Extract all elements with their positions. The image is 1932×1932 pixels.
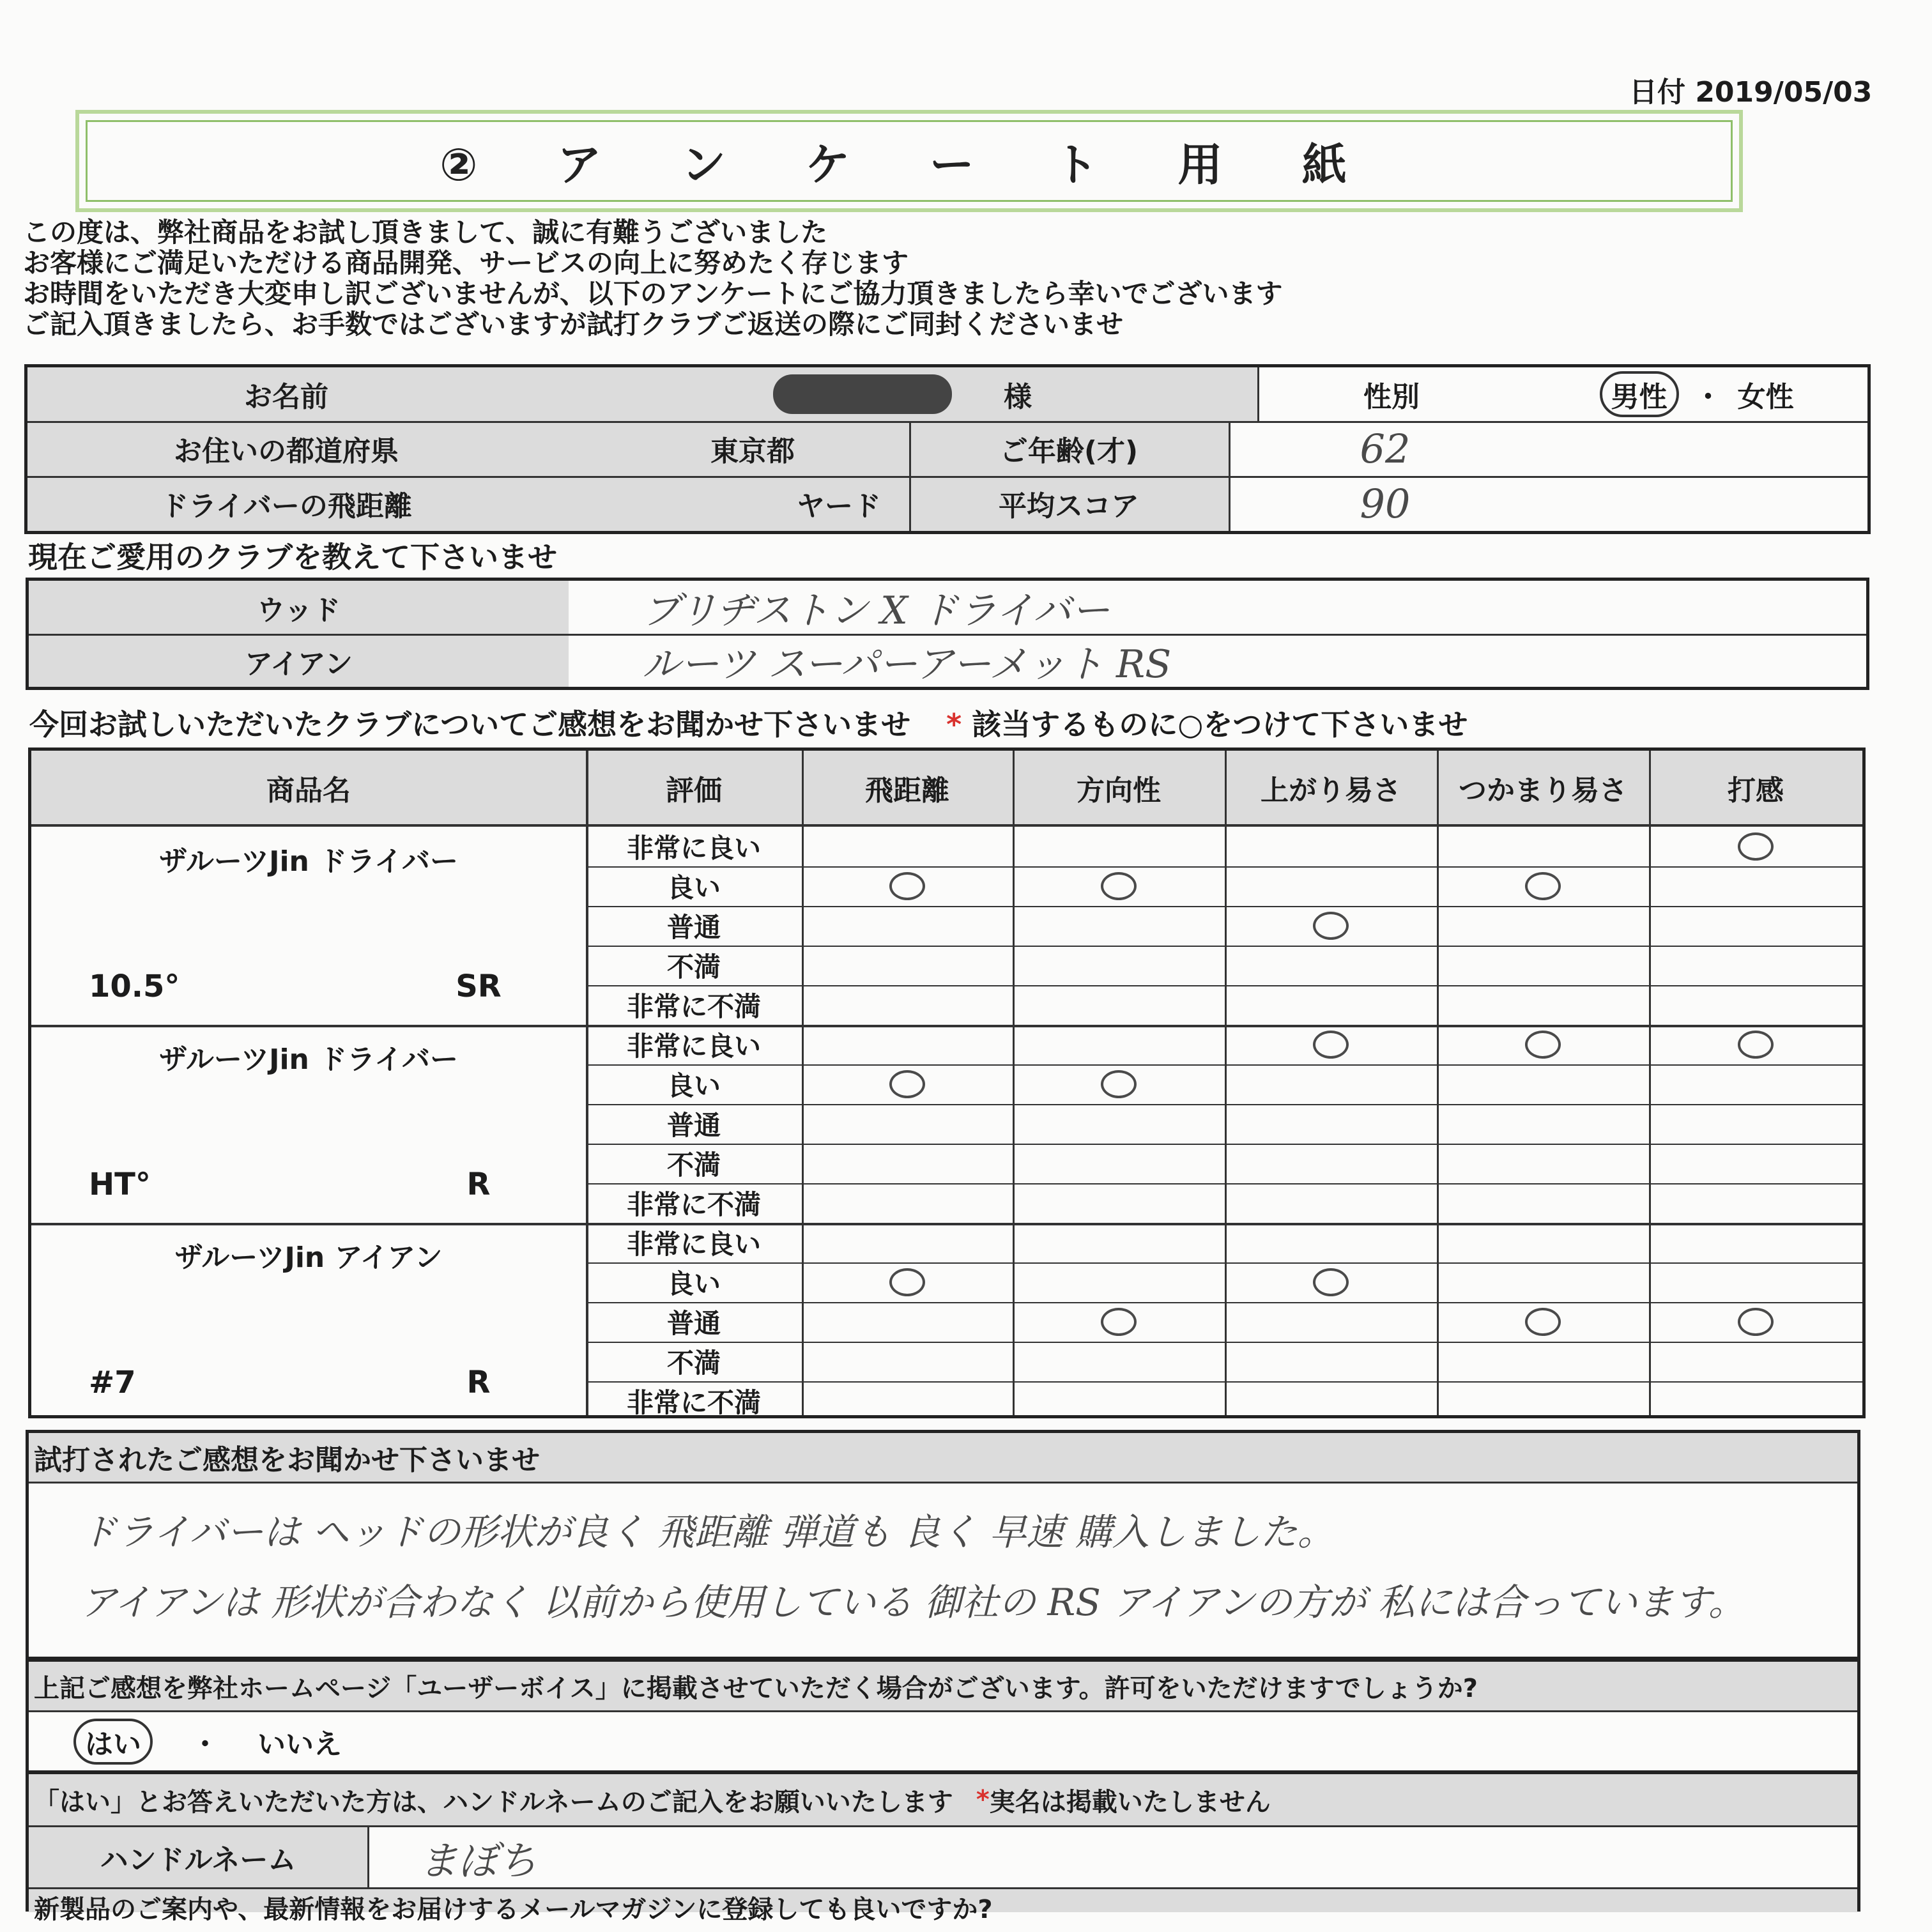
intro-line: ご記入頂きましたら、お手数ではございますが試打クラブご返送の際にご同封くださいませ (23, 309, 1124, 340)
rating-label: 非常に不満 (626, 1387, 761, 1418)
score-value[interactable]: 90 (1360, 480, 1411, 527)
permission-yes[interactable]: はい (73, 1719, 153, 1765)
header-rating: 評価 (666, 774, 722, 807)
rating-mark[interactable] (1525, 1308, 1561, 1336)
iron-label: アイアン (29, 636, 569, 687)
product-loft: 10.5° (89, 969, 180, 1004)
rating-label: 良い (666, 1268, 721, 1300)
impression-box (26, 1430, 1860, 1660)
rating-label: 非常に良い (626, 1031, 761, 1062)
age-label: ご年齢(才) (909, 421, 1229, 476)
product-loft: HT° (89, 1167, 151, 1202)
permission-separator: ・ (191, 1728, 219, 1761)
date-label: 日付 2019/05/03 (1629, 76, 1873, 109)
handle-label: ハンドルネーム (29, 1827, 367, 1887)
product-name: ザルーツJin アイアン (174, 1241, 443, 1274)
rating-mark[interactable] (1313, 912, 1349, 940)
rating-label: 不満 (666, 1149, 721, 1181)
handle-note-2: 実名は掲載いたしません (989, 1787, 1271, 1817)
rating-label: 非常に不満 (626, 991, 761, 1022)
permission-question: 上記ご感想を弊社ホームページ「ユーザーボイス」に掲載させていただく場合がございます。許可をいただけますでしょうか? (29, 1662, 1857, 1710)
rating-mark[interactable] (1738, 832, 1774, 861)
impression-line-2[interactable]: アイアンは 形状が合わなく 以前から使用している 御社の RS アイアンの方が 私には合っています。 (80, 1581, 1745, 1624)
clubs-heading: 現在ご愛用のクラブを教えて下さいませ (28, 540, 557, 574)
handle-note (29, 1774, 1857, 1825)
eval-note-star: * (946, 707, 962, 742)
rating-mark[interactable] (889, 872, 925, 900)
handle-value[interactable]: まぼち (418, 1837, 538, 1884)
rating-mark[interactable] (1101, 1070, 1137, 1098)
handle-box (26, 1771, 1860, 1924)
rating-label: 普通 (666, 912, 721, 943)
rating-mark[interactable] (1525, 872, 1561, 900)
handle-note-text: 「はい」とお答えいただいた方は、ハンドルネームのご記入をお願いいたします (34, 1787, 953, 1817)
rating-label: 非常に不満 (626, 1189, 761, 1220)
rating-label: 普通 (666, 1308, 721, 1339)
clubs-table (26, 578, 1869, 690)
age-value[interactable]: 62 (1360, 425, 1411, 472)
driver-distance-label: ドライバーの飛距離 (160, 490, 412, 523)
rating-mark[interactable] (889, 1268, 925, 1296)
prefecture-value: 東京都 (710, 435, 795, 468)
gender-female[interactable]: 女性 (1737, 381, 1794, 413)
evaluation-table (28, 747, 1866, 1418)
gender-options[interactable] (1526, 367, 1867, 421)
rating-mark[interactable] (1101, 1308, 1137, 1336)
permission-box (26, 1659, 1860, 1774)
gender-separator: ・ (1694, 381, 1722, 413)
rating-label: 良い (666, 1070, 721, 1101)
wood-value[interactable]: ブリヂストン X ドライバー (642, 588, 1110, 633)
eval-note: 該当するものに○をつけて下さいませ (972, 707, 1468, 742)
header-distance: 飛距離 (865, 774, 949, 807)
permission-options[interactable] (73, 1714, 342, 1769)
rating-mark[interactable] (1101, 872, 1137, 900)
intro-text (23, 217, 1282, 340)
rating-label: 非常に良い (626, 832, 761, 864)
rating-label: 非常に良い (626, 1229, 761, 1260)
title-box (75, 110, 1743, 212)
form-title: ② ア ン ケ ー ト 用 紙 (440, 138, 1379, 191)
name-label: お名前 (244, 381, 328, 413)
newsletter-question: 新製品のご案内や、最新情報をお届けするメールマガジンに登録しても良いですか? (29, 1889, 1857, 1912)
product-name: ザルーツJin ドライバー (159, 1043, 458, 1076)
handle-note-star: * (976, 1785, 990, 1814)
rating-mark[interactable] (889, 1070, 925, 1098)
header-feel: 打感 (1728, 774, 1784, 807)
intro-line: お客様にご満足いただける商品開発、サービスの向上に努めたく存じます (23, 247, 909, 279)
rating-mark[interactable] (1525, 1031, 1561, 1059)
rating-mark[interactable] (1738, 1031, 1774, 1059)
permission-no[interactable]: いいえ (257, 1728, 342, 1761)
product-name: ザルーツJin ドライバー (159, 845, 458, 878)
wood-label: ウッド (29, 581, 569, 634)
rating-mark[interactable] (1313, 1268, 1349, 1296)
product-loft: #7 (89, 1365, 136, 1400)
product-shaft: R (466, 1365, 491, 1400)
header-product: 商品名 (266, 774, 351, 807)
eval-heading-text: 今回お試しいただいたクラブについてご感想をお聞かせ下さいませ (29, 707, 911, 742)
impression-heading: 試打されたご感想をお聞かせ下さいませ (29, 1433, 1857, 1482)
header-launch: 上がり易さ (1261, 774, 1401, 807)
iron-value[interactable]: ルーツ スーパーアーメット RS (642, 642, 1172, 687)
score-label: 平均スコア (909, 476, 1229, 531)
rating-label: 普通 (666, 1110, 721, 1141)
product-shaft: SR (456, 969, 502, 1004)
rating-label: 良い (666, 872, 721, 903)
intro-line: この度は、弊社商品をお試し頂きまして、誠に有難うございました (23, 217, 828, 248)
redacted-name (773, 374, 952, 414)
prefecture-label: お住いの都道府県 (174, 435, 399, 468)
name-suffix: 様 (1004, 381, 1032, 413)
impression-line-1[interactable]: ドライバーは ヘッドの形状が良く 飛距離 弾道も 良く 早速 購入しました。 (80, 1510, 1335, 1554)
product-shaft: R (466, 1167, 491, 1202)
header-grip: つかまり易さ (1459, 774, 1627, 807)
rating-mark[interactable] (1738, 1308, 1774, 1336)
rating-label: 不満 (666, 1347, 721, 1379)
driver-distance-unit: ヤード (797, 490, 881, 523)
rating-mark[interactable] (1313, 1031, 1349, 1059)
gender-male[interactable]: 男性 (1600, 371, 1679, 417)
intro-line: お時間をいただき大変申し訳ございませんが、以下のアンケートにご協力頂きましたら幸いでございます (23, 278, 1283, 309)
eval-heading (29, 702, 1468, 744)
gender-label: 性別 (1363, 381, 1420, 413)
header-direction: 方向性 (1077, 774, 1161, 807)
rating-label: 不満 (666, 951, 721, 983)
